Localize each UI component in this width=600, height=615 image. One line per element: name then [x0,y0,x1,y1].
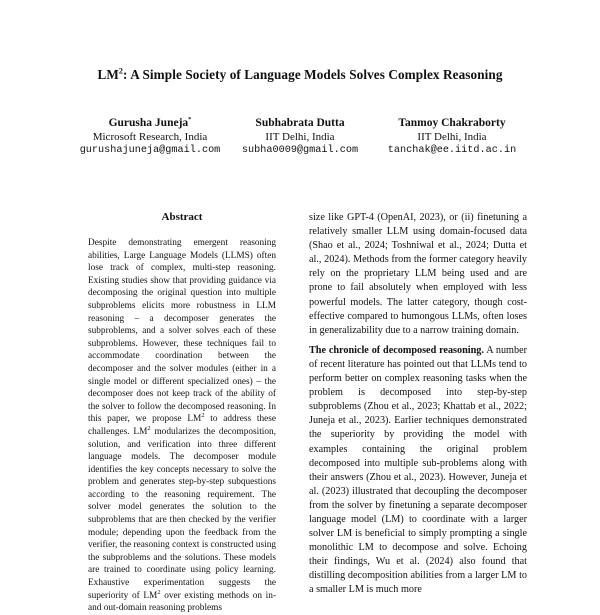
author-2-name: Subhabrata Dutta [255,117,345,129]
title-rest: : A Simple Society of Language Models Solves Complex Reasoning [123,67,503,82]
abstract-part-1: Despite demonstrating emergent reasoning abilities, Large Language Models (LLMS) often lose track of complex, multi-step reasoning. Existing studies show that providing guidance via decomposing the original question into multiple subproblems elicits more robustness in LLM reasoning – a decomposer generates the subproblems, and a solver solves each of these subproblems. However, these techniques fail to accommodate coordination between the decomposer and the solver modules (either in a single model or different specialized ones) – the decomposer does not keep track of the ability of the solver to follow the decomposed reasoning. In this paper, we propose LM [88,238,276,425]
author-2-affiliation: IIT Delhi, India [265,131,335,143]
author-1-affiliation: Microsoft Research, India [92,131,208,143]
paragraph-run-in-heading: The chronicle of decomposed reasoning. [309,344,484,356]
abstract-heading: Abstract [161,211,203,223]
title-prefix: LM [97,67,119,82]
author-1-email[interactable]: gurushajuneja@gmail.com [79,145,221,156]
author-3-name: Tanmoy Chakraborty [398,117,506,129]
abstract-sup-3: 2 [157,588,161,596]
abstract-part-3: modularizes the decomposition, solution, and verification into three different language models. The decomposer module identifies the key concepts necessary to solve the problem and generates step-by-step subquestions according to the reasoning requirement. The solver model generates the solution to the subproblems that are then checked by the verifier module; depending upon the feedback from the verifier, the reasoning context is constructed using the subproblems and the solutions. These models are trained to coordinate using policy learning. Exhaustive experimentation suggests the superiority of LM [88,426,276,601]
body-paragraph-2 [309,344,527,598]
author-3-email[interactable]: tanchak@ee.iitd.ac.in [387,145,517,156]
author-1-name: Gurusha Juneja [108,117,189,129]
abstract-sup-2: 2 [147,424,151,432]
author-2-email[interactable]: subha0009@gmail.com [241,145,359,156]
body-paragraph-2-text: A number of recent literature has pointed out that LLMs tend to perform better on complex reasoning tasks when the problem is decomposed into step-by-step subproblems (Zhou et al., 2023; Khattab et al., 2022; Juneja et al., 2023). Earlier techniques demonstrated the superiority by providing the model with examples containing the original problem decomposed into multiple sub-problems along with their answers (Zhou et al., 2023). However, Juneja et al. (2023) illustrated that decoupling the decomposer from the solver by finetuning a separate decomposer language model (LM) to coordinate with a larger solver LM is beneficial to simply prompting a single monolithic LM to decompose and solve. Echoing their findings, Wu et al. (2024) also found that distilling decomposition abilities from a larger LM to a smaller LM is much more [309,344,527,596]
author-3 [352,116,552,158]
body-paragraph-1: size like GPT-4 (OpenAI, 2023), or (ii) finetuning a relatively smaller LLM using domain-focused data (Shao et al., 2024; Toshniwal et al., 2024; Dutta et al., 2024). Methods from the former category heavily rely on the proprietary LLM being used and are prone to fail absolutely when employed with less powerful models. The latter category, though cost-effective compared to humongous LLMs, often loses in generalizability due to a narrow training domain. [309,212,527,336]
author-3-affiliation: IIT Delhi, India [417,131,487,143]
abstract-text [88,237,276,615]
abstract-part-4: over existing methods on in- and out-domain reasoning problems [88,590,276,614]
paper-title [0,67,600,83]
abstract-part-2: to address these challenges. LM [88,414,276,437]
abstract-sup-1: 2 [201,412,205,420]
right-column [309,211,527,598]
author-1-mark: * [188,116,192,124]
title-superscript: 2 [118,66,124,76]
